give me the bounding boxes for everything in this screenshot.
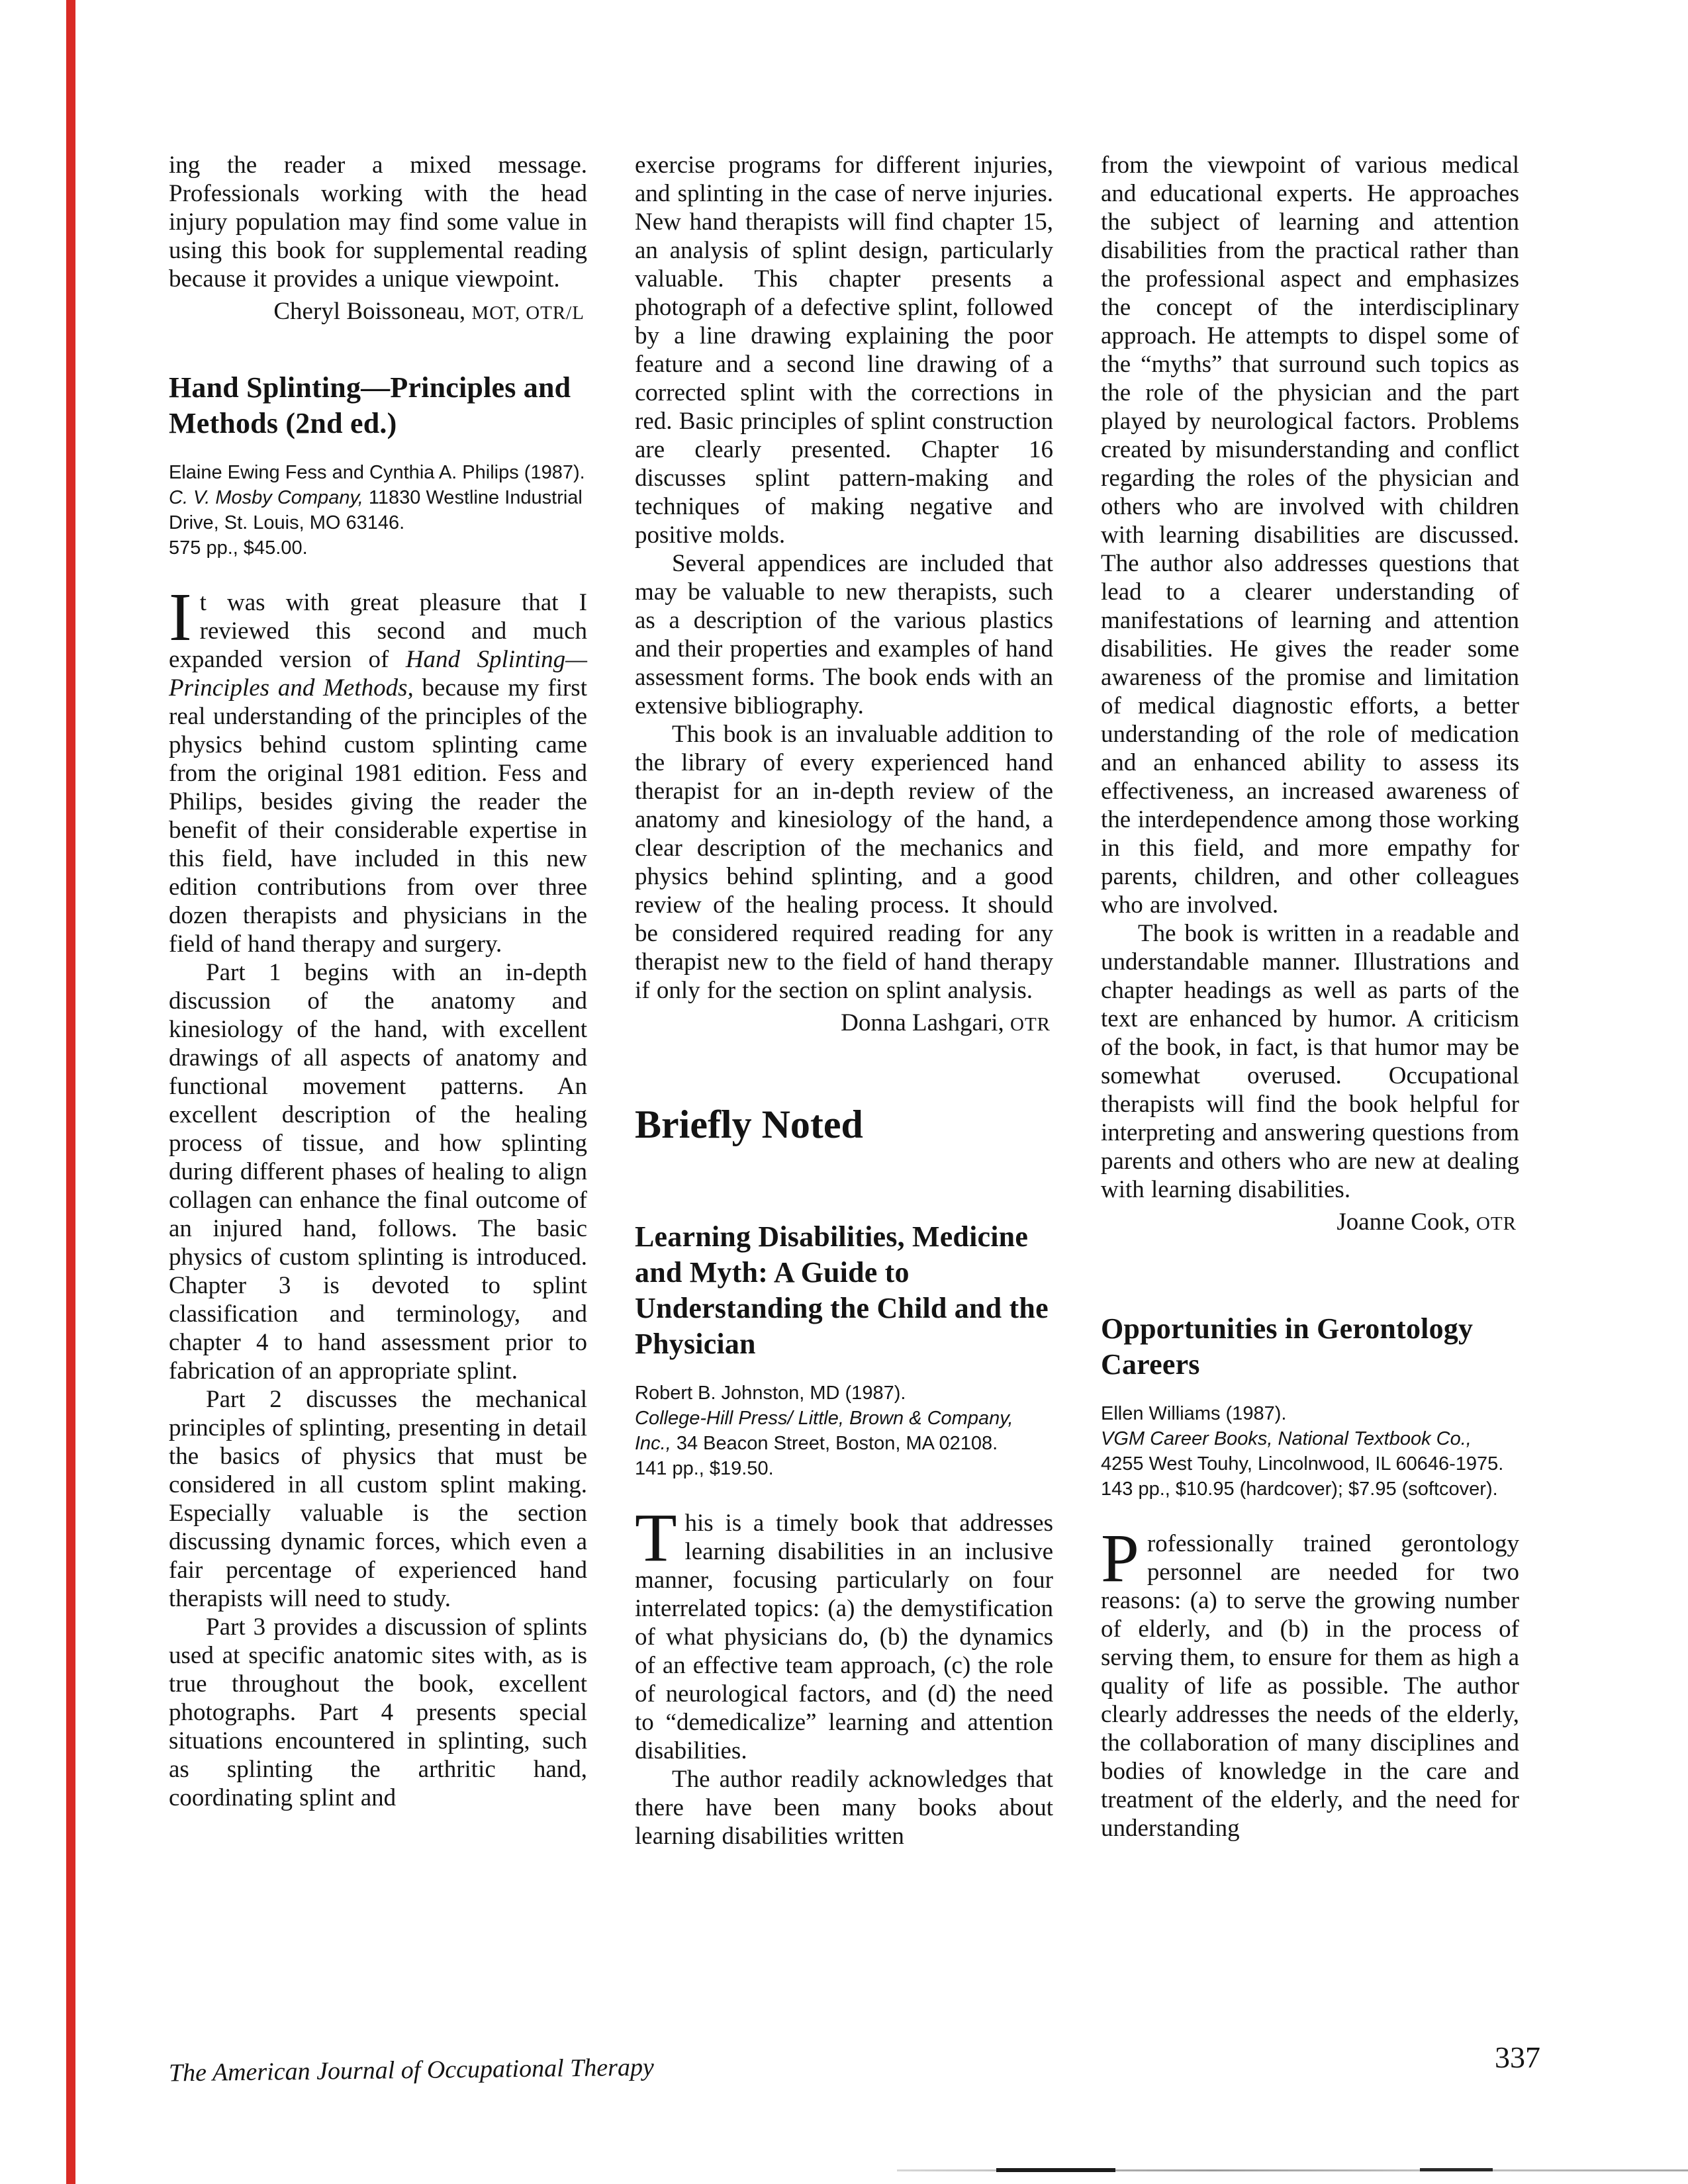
reviewer-signature — [1101, 1208, 1517, 1238]
book-review-title: Hand Splinting—Principles and Methods (2nd ed.) — [169, 371, 571, 439]
scan-artifact-dash — [996, 2168, 1115, 2172]
paragraph: Part 1 begins with an in-depth discussion of the anatomy and kinesiology of the hand, with excellent drawings of all aspects of anatomy and functional movement patterns. An excellent description of the healing process of tissue, and how splinting during different phases of healing to align collagen can enhance the final outcome of an injured hand, follows. The basic physics of custom splinting is introduced. Chapter 3 is devoted to splint classification and terminology, and chapter 4 to hand assessment prior to fabrication of an appropriate splint. — [169, 959, 587, 1385]
citation-authors: Robert B. Johnston, MD (1987). — [635, 1383, 906, 1404]
reviewer-name: Cheryl Boissoneau, — [273, 298, 466, 325]
reviewer-credentials: OTR — [1476, 1213, 1517, 1234]
book-review-title: Learning Disabilities, Medicine and Myth: A Guide to Understanding the Child and the Physician — [635, 1220, 1049, 1360]
reviewer-credentials: MOT, OTR/L — [471, 302, 585, 324]
citation-publisher-line — [169, 485, 587, 535]
reviewer-signature — [635, 1009, 1051, 1039]
paragraph — [635, 1500, 1053, 1765]
paragraph: Part 2 discusses the mechanical principles of splinting, presenting in detail the basics of physics that must be considered in all custom splint making. Especially valuable is the section discussing dynamic forces, which even a fair percentage of experienced hand therapists will need to study. — [169, 1386, 587, 1612]
page-content — [169, 151, 1519, 1850]
citation-publisher: VGM Career Books, National Textbook Co., — [1101, 1428, 1472, 1449]
paragraph — [1101, 1520, 1519, 1843]
reviewer-signature — [169, 297, 585, 328]
reviewer-name: Donna Lashgari, — [841, 1009, 1004, 1036]
citation-publisher: C. V. Mosby Company, — [169, 487, 363, 508]
citation-block — [1101, 1401, 1519, 1502]
citation-pages-price: 141 pp., $19.50. — [635, 1458, 774, 1479]
drop-cap: T — [635, 1500, 677, 1576]
citation-publisher-line — [635, 1406, 1053, 1456]
paragraph: Part 3 provides a discussion of splints used at specific anatomic sites with, as is true throughout the book, excellent photographs. Part 4 presents special situations encountered in splinting, such as splinting the arthritic hand, coordinating splint and — [169, 1614, 587, 1811]
reviewer-name: Joanne Cook, — [1336, 1208, 1470, 1236]
citation-block — [169, 460, 587, 561]
page-number: 337 — [1495, 2040, 1540, 2074]
red-margin-line — [66, 0, 75, 2184]
drop-cap: I — [169, 579, 192, 655]
section-title: Briefly Noted — [635, 1103, 863, 1146]
scan-artifact-line — [897, 2169, 1688, 2171]
book-title-inline: Hand Splinting—Principles and Methods, — [169, 646, 587, 702]
paragraph-text: his is a timely book that addresses learning disabilities in an inclusive manner, focusing particularly on four interrelated topics: (a) the demystification of what physicians do, (b) the dynamics of an effective team approach, (c) the role of neurological factors, and (d) the need to “demedicalize” learning and attention disabilities. — [635, 1510, 1053, 1764]
citation-address: 11830 Westline Industrial Drive, St. Louis, MO 63146. — [169, 487, 583, 533]
citation-authors: Ellen Williams (1987). — [1101, 1403, 1287, 1424]
book-review-title: Opportunities in Gerontology Careers — [1101, 1312, 1474, 1381]
paragraph-continuation: ing the reader a mixed message. Professionals working with the head injury population may find some value in using this book for supplemental reading because it provides a unique viewpoint. — [169, 152, 587, 293]
paragraph-text: rofessionally trained gerontology personnel are needed for two reasons: (a) to serve the growing number of elderly, and (b) in the process of serving them, to ensure for them as high a quality of life as possible. The author clearly addresses the needs of the elderly, the collaboration of many disciplines and bodies of knowledge in the care and treatment of the elderly, and the need for understanding — [1101, 1530, 1519, 1842]
citation-pages-price: 575 pp., $45.00. — [169, 537, 308, 559]
paragraph-text: because my first real understanding of the principles of the physics behind custom splinting came from the original 1981 edition. Fess and Philips, besides giving the reader the benefit of their considerable expertise in this field, have included in this new edition contributions from over three dozen therapists and physicians in the field of hand therapy and surgery. — [169, 674, 587, 958]
paragraph: The book is written in a readable and understandable manner. Illustrations and chapter headings as well as parts of the text are enhanced by humor. A criticism of the book, in fact, is that humor may be somewhat overused. Occupational therapists will find the book helpful for interpreting and answering questions from parents and others who are new at dealing with learning disabilities. — [1101, 920, 1519, 1203]
paragraph-continuation: from the viewpoint of various medical and educational experts. He approaches the subject of learning and attention disabilities from the practical rather than the professional aspect and emphasizes the concept of the interdisciplinary approach. He attempts to dispel some of the “myths” that surround such topics as the role of the physician and the part played by neurological factors. Problems created by misunderstanding and conflict regarding the roles of the physician and others who are involved with children with learning disabilities are discussed. The author also addresses questions that lead to a clearer understanding of manifestations of learning and attention disabilities. He gives the reader some awareness of the promise and limitation of medical diagnostic efforts, a better understanding of the role of medication and an enhanced ability to assess its effectiveness, an increased awareness of the interdependence among those working in this field, and more empathy for parents, children, and other colleagues who are involved. — [1101, 152, 1519, 919]
citation-address: 34 Beacon Street, Boston, MA 02108. — [671, 1433, 998, 1454]
paragraph-continuation: exercise programs for different injuries, and splinting in the case of nerve injuries. New hand therapists will find chapter 15, an analysis of splint design, particularly valuable. This chapter presents a photograph of a defective splint, followed by a line drawing explaining the poor feature and a second line drawing of a corrected splint with the corrections in red. Basic principles of splint construction are clearly presented. Chapter 16 discusses splint pattern-making and techniques of making negative and positive molds. — [635, 152, 1053, 549]
citation-pages-price: 143 pp., $10.95 (hardcover); $7.95 (softcover). — [1101, 1479, 1498, 1500]
paragraph-text: t was with great pleasure that I reviewed this second and much expanded version of — [169, 589, 587, 673]
drop-cap: P — [1101, 1520, 1139, 1596]
citation-authors: Elaine Ewing Fess and Cynthia A. Philips (1987). — [169, 462, 585, 483]
citation-block — [635, 1381, 1053, 1481]
citation-address: 4255 West Touhy, Lincolnwood, IL 60646-1975. — [1101, 1453, 1504, 1475]
paragraph: The author readily acknowledges that there have been many books about learning disabilities written — [635, 1766, 1053, 1850]
citation-publisher: College-Hill Press/ Little, Brown & Company, Inc., — [635, 1408, 1013, 1454]
paragraph: Several appendices are included that may be valuable to new therapists, such as a description of the various plastics and their properties and examples of hand assessment forms. The book ends with an extensive bibliography. — [635, 550, 1053, 719]
column-3 — [1101, 151, 1519, 1850]
citation-publisher-line — [1101, 1426, 1519, 1477]
reviewer-credentials: OTR — [1010, 1014, 1051, 1035]
footer-journal-title: The American Journal of Occupational Therapy — [168, 2053, 655, 2087]
paragraph — [169, 579, 587, 958]
column-2 — [635, 151, 1053, 1850]
paragraph: This book is an invaluable addition to the library of every experienced hand therapist for an in-depth review of the anatomy and kinesiology of the hand, a clear description of the mechanics and physics behind splinting, and a good review of the healing process. It should be considered required reading for any therapist new to the field of hand therapy if only for the section on splint analysis. — [635, 721, 1053, 1004]
column-1 — [169, 151, 587, 1850]
scan-artifact-dash — [1420, 2168, 1493, 2171]
